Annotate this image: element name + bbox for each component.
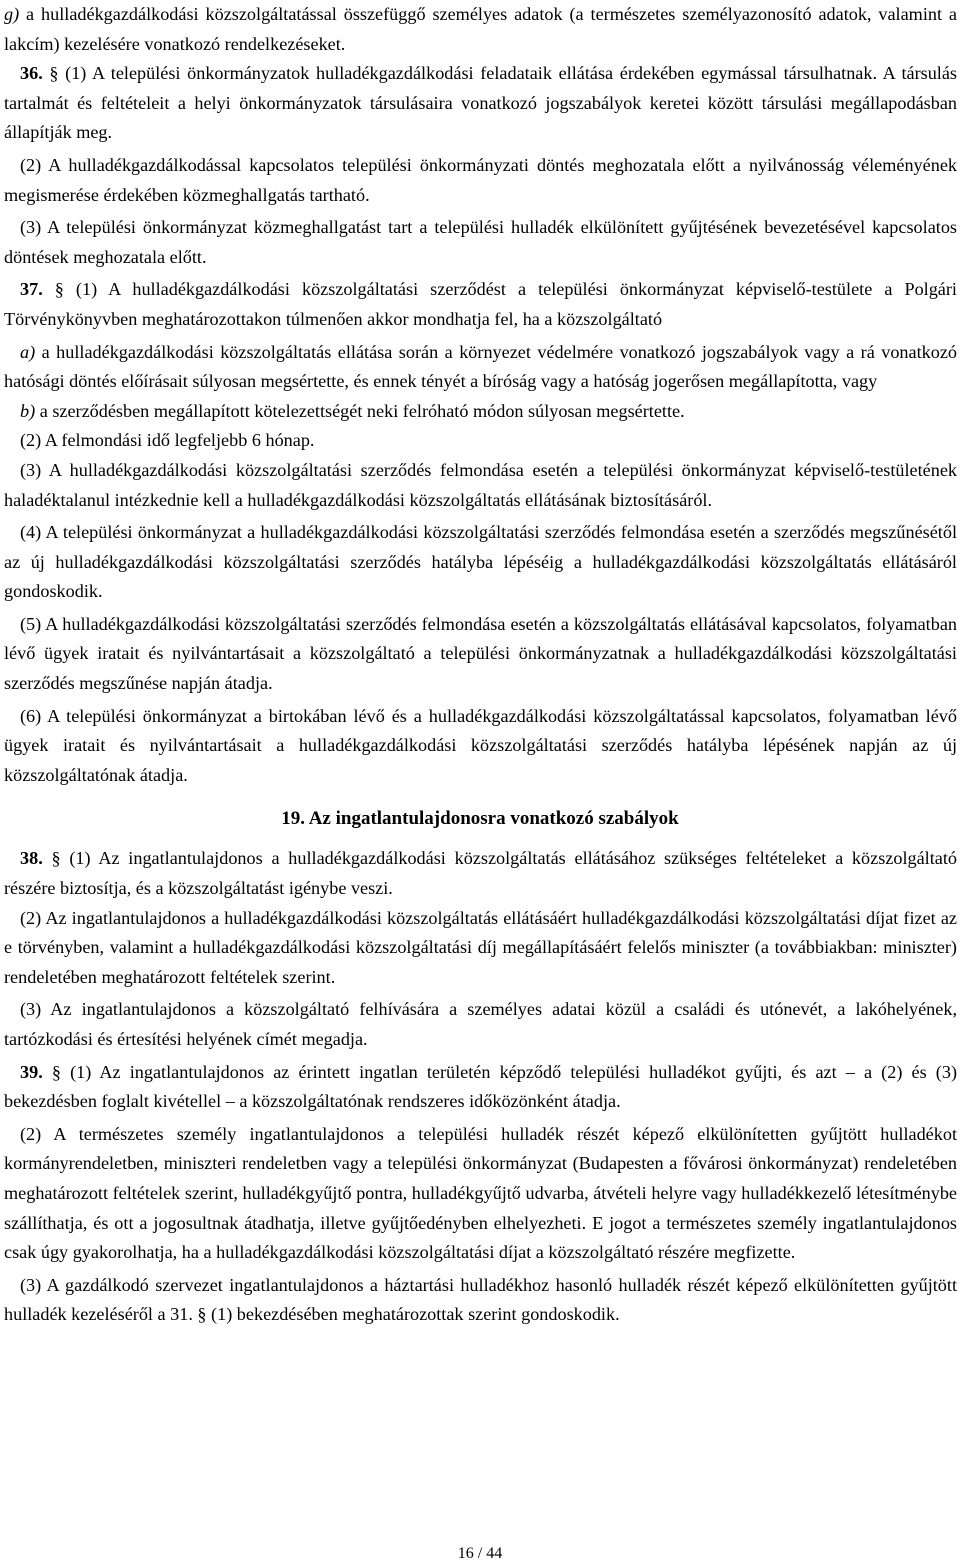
section-36-1: [0, 59, 960, 148]
section-37-2: (2) A felmondási idő legfeljebb 6 hónap.: [20, 430, 315, 451]
paragraph-text: § (1) A hulladékgazdálkodási közszolgáltatási szerződést a települési önkormányzat képviselő-testülete a Polgári Törvénykönyvben meghatározottakon túlmenően akkor mondhatja fel, ha a közszolgáltató: [4, 279, 957, 329]
section-38-1: [0, 844, 960, 903]
section-heading: 19. Az ingatlantulajdonosra vonatkozó szabályok: [281, 808, 679, 830]
section-38-2: (2) Az ingatlantulajdonos a hulladékgazdálkodási közszolgáltatás ellátásáért hulladékgazdálkodási közszolgáltatási díjat fizet az e törvényben, valamint a hulladékgazdálkodási közszolgáltatási díj megállapításáért felelős miniszter (a továbbiakban: miniszter) rendeletében meghatározott feltételek szerint.: [4, 907, 957, 987]
item-label: b): [20, 400, 36, 421]
paragraph-text: § (1) A települési önkormányzatok hulladékgazdálkodási feladataik ellátása érdekében egymással társulhatnak. A társulás tartalmát és feltételeit a helyi önkormányzatok társulásaira vonatkozó jogszabályok keretei között társulási megállapodásban állapítják meg.: [4, 63, 957, 143]
paragraph-text: a hulladékgazdálkodási közszolgáltatással összefüggő személyes adatok (a természetes személyazonosító adatok, valamint a lakcím) kezelésére vonatkozó rendelkezéseket.: [4, 4, 957, 54]
page-number: 16 / 44: [457, 1545, 503, 1562]
section-37-a: [0, 338, 960, 397]
paragraph-text: a hulladékgazdálkodási közszolgáltatás ellátása során a környezet védelmére vonatkozó jogszabályok vagy a rá vonatkozó hatósági döntés előírásait súlyosan megsértette, és ennek tényét a bíróság vagy a hatóság jogerősen megállapította, vagy: [4, 341, 957, 392]
paragraph-text: § (1) Az ingatlantulajdonos az érintett ingatlan területén képződő települési hulladékot gyűjti, és azt – a (2) és (3) bekezdésben foglalt kivétellel – a közszolgáltatónak rendszeres időközönként átadja.: [4, 1061, 957, 1112]
item-label: a): [20, 341, 36, 362]
paragraph-text: § (1) Az ingatlantulajdonos a hulladékgazdálkodási közszolgáltatás ellátásához szükséges feltételeket a közszolgáltató részére biztosítja, és a közszolgáltatást igénybe veszi.: [4, 848, 957, 899]
section-39-1: [0, 1058, 960, 1117]
section-36-2: (2) A hulladékgazdálkodással kapcsolatos települési önkormányzati döntés meghozatala előtt a nyilvánosság véleményének megismerése érdekében közmeghallgatás tartható.: [4, 154, 957, 205]
section-37-5: (5) A hulladékgazdálkodási közszolgáltatási szerződés felmondása esetén a közszolgáltatás ellátásával kapcsolatos, folyamatban lévő ügyek iratait és nyilvántartásait a közszolgáltató a települési önkormányzatnak a hulladékgazdálkodási közszolgáltatási szerződés megszűnése napján átadja.: [4, 613, 957, 694]
section-39-3: (3) A gazdálkodó szervezet ingatlantulajdonos a háztartási hulladékhoz hasonló hulladék részét képező elkülönítetten gyűjtött hulladék kezeléséről a 31. § (1) bekezdésében meghatározottak szerint gondoskodik.: [4, 1274, 957, 1325]
section-number: 39.: [20, 1061, 43, 1082]
section-39-2: (2) A természetes személy ingatlantulajdonos a települési hulladék részét képező elkülönítetten gyűjtött hulladékot kormányrendeletben, miniszteri rendeletben vagy a települési önkormányzat (Budapesten a fővárosi önkormányzat) rendeletében meghatározott feltételek szerint, hulladékgyűjtő pontra, hulladékgyűjtő udvarba, átvételi helyre vagy hulladékkezelő létesítménybe szállíthatja, és ott a jogosultnak átadhatja, illetve gyűjtőedényben elhelyezheti. E jogot a természetes személy ingatlantulajdonos csak úgy gyakorolhatja, ha a hulladékgazdálkodási közszolgáltatási díjat a közszolgáltató részére megfizette.: [4, 1123, 957, 1263]
section-38-3: (3) Az ingatlantulajdonos a közszolgáltató felhívására a személyes adatai közül a családi és utónevét, a lakóhelyének, tartózkodási és értesítési helyének címét megadja.: [4, 999, 957, 1049]
section-37-3: (3) A hulladékgazdálkodási közszolgáltatási szerződés felmondása esetén a települési önkormányzat képviselő-testületének haladéktalanul intézkednie kell a hulladékgazdálkodási közszolgáltatás ellátásának biztosításáról.: [4, 459, 957, 510]
paragraph-g: [0, 0, 960, 59]
section-37-1: [0, 275, 960, 334]
section-number: 38.: [20, 848, 43, 869]
paragraph-text: a szerződésben megállapított kötelezettségét neki felróható módon súlyosan megsértette.: [35, 400, 685, 421]
section-number: 36.: [20, 63, 43, 84]
section-37-4: (4) A települési önkormányzat a hulladékgazdálkodási közszolgáltatási szerződés felmondása esetén a szerződés megszűnésétől az új hulladékgazdálkodási közszolgáltatási szerződés hatályba lépéséig a hulladékgazdálkodási közszolgáltatás ellátásáról gondoskodik.: [4, 522, 957, 602]
item-label: g): [4, 4, 20, 24]
section-37-b: [0, 397, 960, 427]
section-36-3: (3) A települési önkormányzat közmeghallgatást tart a települési hulladék elkülönített gyűjtésének bevezetésével kapcsolatos döntések meghozatala előtt.: [4, 217, 957, 267]
section-37-6: (6) A települési önkormányzat a birtokában lévő és a hulladékgazdálkodási közszolgáltatással kapcsolatos, folyamatban lévő ügyek iratait és nyilvántartásait a hulladékgazdálkodási közszolgáltatási szerződés hatályba lépésének napján az új közszolgáltatónak átadja.: [4, 705, 957, 785]
section-number: 37.: [20, 279, 43, 300]
